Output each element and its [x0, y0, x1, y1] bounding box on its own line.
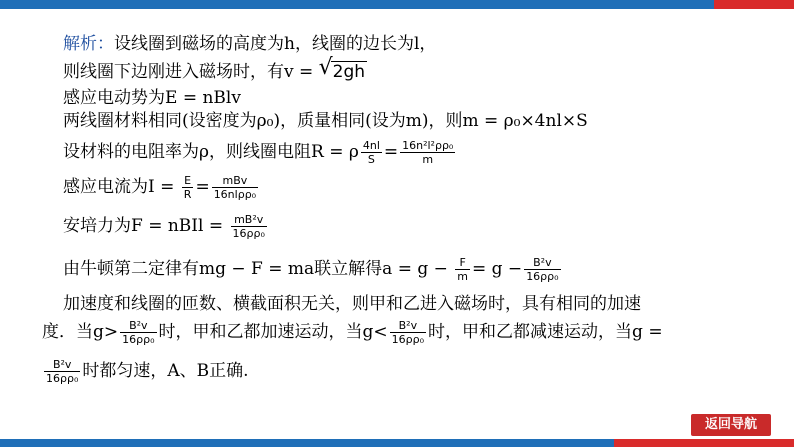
line-1	[63, 33, 436, 55]
line-5	[63, 139, 457, 166]
line-6	[63, 174, 260, 201]
fraction-denominator: m	[457, 270, 468, 283]
fraction-numerator: F	[455, 256, 470, 270]
fraction	[120, 319, 156, 346]
line-7	[63, 213, 269, 240]
line-9: 加速度和线圈的匝数、横截面积无关，则甲和乙进入磁场时，具有相同的加速	[63, 294, 641, 314]
analysis-label: 解析：	[63, 34, 114, 54]
fraction-denominator: 16ρρ₀	[526, 270, 559, 283]
equals-g-minus: = g −	[472, 259, 523, 279]
bottom-accent-red	[614, 439, 794, 447]
line-7-text: 安培力为F = nBIl =	[63, 216, 229, 236]
fraction-numerator: B²v	[44, 358, 80, 372]
fraction	[212, 174, 258, 201]
back-to-navigation-button[interactable]: 返回导航	[691, 414, 771, 436]
line-10	[42, 319, 663, 346]
fraction-denominator: 16ρρ₀	[391, 333, 425, 346]
fraction	[390, 319, 426, 346]
line-11-text: 时都匀速，A、B正确.	[82, 361, 249, 381]
fraction-denominator: 16ρρ₀	[46, 372, 79, 385]
fraction-denominator: 16ρρ₀	[122, 333, 155, 346]
line-6-text: 感应电流为I =	[63, 177, 180, 197]
line-2	[63, 55, 367, 83]
fraction-numerator: B²v	[390, 319, 426, 333]
fraction-numerator: E	[182, 174, 194, 188]
line-10-part-a: 度．当g>	[42, 322, 119, 342]
line-8	[63, 256, 563, 283]
fraction	[361, 139, 382, 166]
line-3: 感应电动势为E = nBlv	[63, 88, 241, 108]
line-11	[42, 358, 249, 385]
fraction	[182, 174, 194, 201]
fraction-denominator: m	[422, 153, 434, 166]
fraction-numerator: B²v	[524, 256, 560, 270]
fraction-denominator: S	[367, 153, 375, 166]
equals-sign: =	[383, 142, 399, 162]
line-2-text: 则线圈下边刚进入磁场时，有v =	[63, 62, 319, 82]
top-accent-bar	[0, 0, 794, 9]
line-1-text: 设线圈到磁场的高度为h，线圈的边长为l，	[114, 34, 437, 54]
top-accent-red	[714, 0, 794, 9]
line-8-text: 由牛顿第二定律有mg − F = ma联立解得a = g −	[63, 259, 454, 279]
line-5-text: 设材料的电阻率为ρ，则线圈电阻R = ρ	[63, 142, 359, 162]
fraction	[400, 139, 455, 166]
fraction-denominator: 16nlρρ₀	[213, 188, 257, 201]
fraction-numerator: B²v	[120, 319, 156, 333]
line-10-part-c: 时，甲和乙都减速运动，当g =	[428, 322, 663, 342]
sqrt-expression: √ 2gh	[318, 55, 366, 82]
fraction-numerator: mBv	[212, 174, 258, 188]
equals-sign: =	[195, 177, 210, 197]
sqrt-radicand: 2gh	[332, 62, 366, 82]
fraction-denominator: R	[183, 188, 192, 201]
fraction-denominator: 16ρρ₀	[232, 227, 265, 240]
fraction-numerator: 4nl	[362, 139, 380, 152]
fraction	[455, 256, 470, 283]
bottom-accent-bar	[0, 439, 794, 447]
fraction-numerator: 16n²l²ρρ₀	[402, 139, 454, 152]
fraction-numerator: mB²v	[231, 213, 267, 227]
fraction	[44, 358, 80, 385]
fraction	[231, 213, 267, 240]
line-10-part-b: 时，甲和乙都加速运动，当g<	[158, 322, 388, 342]
line-4: 两线圈材料相同(设密度为ρ₀)，质量相同(设为m)，则m = ρ₀×4nl×S	[63, 111, 588, 131]
fraction	[524, 256, 560, 283]
